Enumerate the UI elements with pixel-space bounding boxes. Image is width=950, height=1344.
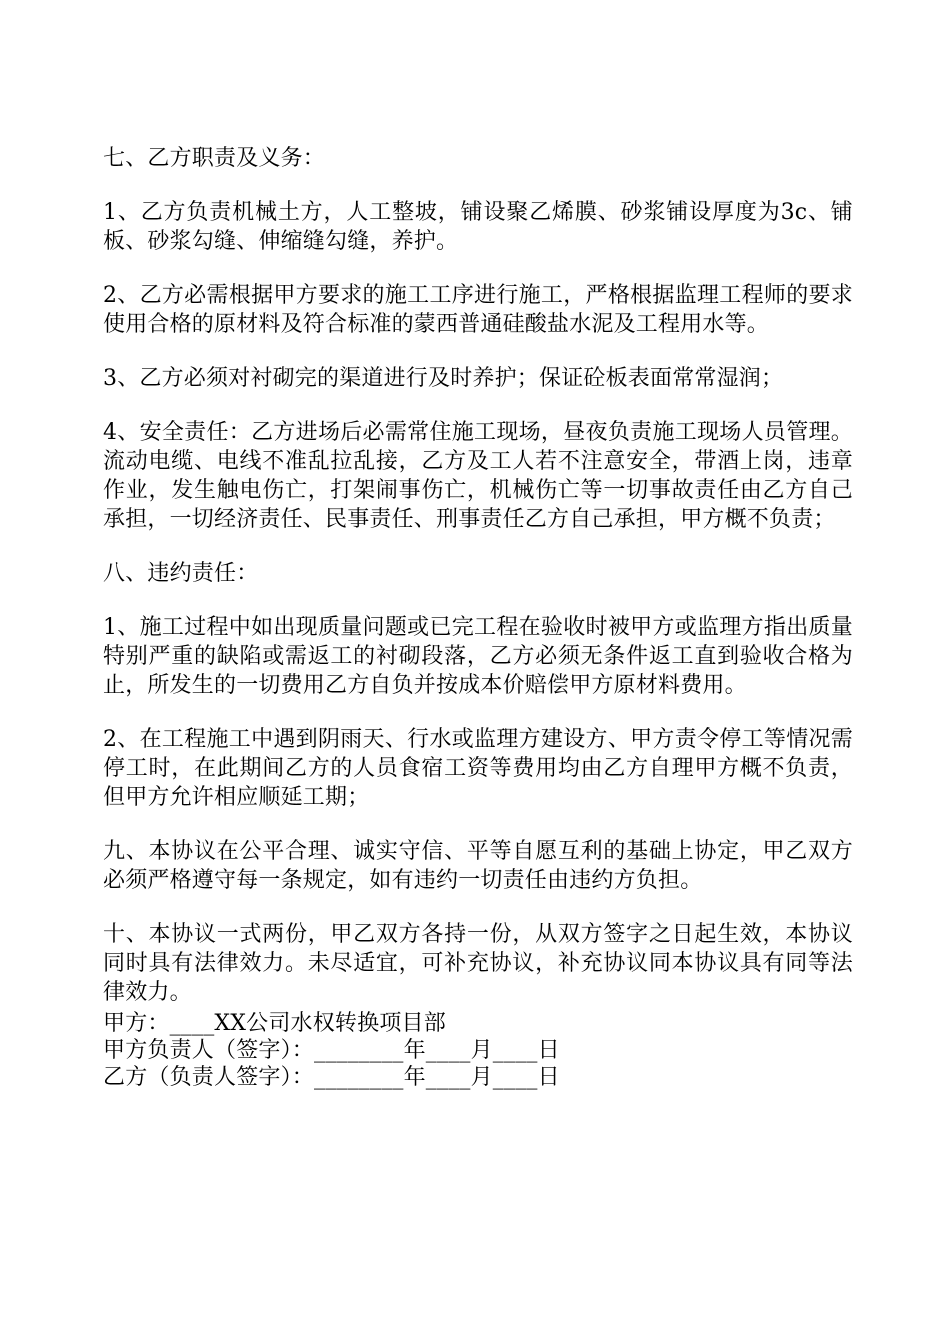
clause-7-1: 1、乙方负责机械土方，人工整坡，铺设聚乙烯膜、砂浆铺设厚度为3c、铺板、砂浆勾缝、伸缩缝勾缝，养护。	[103, 200, 853, 254]
clause-7-3: 3、乙方必须对衬砌完的渠道进行及时养护；保证砼板表面常常湿润；	[103, 366, 784, 391]
clause-7-2: 2、乙方必需根据甲方要求的施工工序进行施工，严格根据监理工程师的要求使用合格的原材料及符合标准的蒙西普通硅酸盐水泥及工程用水等。	[103, 283, 853, 337]
section-heading-7: 七、乙方职责及义务：	[103, 146, 326, 171]
document-page	[103, 144, 853, 1091]
clause-8-1: 1、施工过程中如出现质量问题或已完工程在验收时被甲方或监理方指出质量特别严重的缺陷或需返工的衬砌段落，乙方必须无条件返工直到验收合格为止，所发生的一切费用乙方自负并按成本价赔偿甲方原材料费用。	[103, 615, 853, 698]
section-heading-8: 八、违约责任：	[103, 561, 259, 586]
section-9: 九、本协议在公平合理、诚实守信、平等自愿互利的基础上协定，甲乙双方必须严格遵守每一条规定，如有违约一切责任由违约方负担。	[103, 839, 853, 893]
clause-7-4: 4、安全责任：乙方进场后必需常住施工现场，昼夜负责施工现场人员管理。流动电缆、电线不准乱拉乱接，乙方及工人若不注意安全，带酒上岗，违章作业，发生触电伤亡，打架闹事伤亡，机械伤亡等一切事故责任由乙方自己承担，一切经济责任、民事责任、刑事责任乙方自己承担，甲方概不负责；	[103, 420, 853, 532]
section-10: 十、本协议一式两份，甲乙双方各持一份，从双方签字之日起生效，本协议同时具有法律效力。未尽适宜，可补充协议，补充协议同本协议具有同等法律效力。	[103, 922, 853, 1005]
signature-block	[103, 1010, 853, 1091]
party-b-signature-line: 乙方（负责人签字）：________年____月____日	[103, 1065, 560, 1090]
clause-8-2: 2、在工程施工中遇到阴雨天、行水或监理方建设方、甲方责令停工等情况需停工时，在此期间乙方的人员食宿工资等费用均由乙方自理甲方概不负责，但甲方允许相应顺延工期；	[103, 727, 853, 810]
party-a-line: 甲方：____XX公司水权转换项目部	[103, 1011, 446, 1036]
party-a-rep-signature-line: 甲方负责人（签字）：________年____月____日	[103, 1038, 560, 1063]
